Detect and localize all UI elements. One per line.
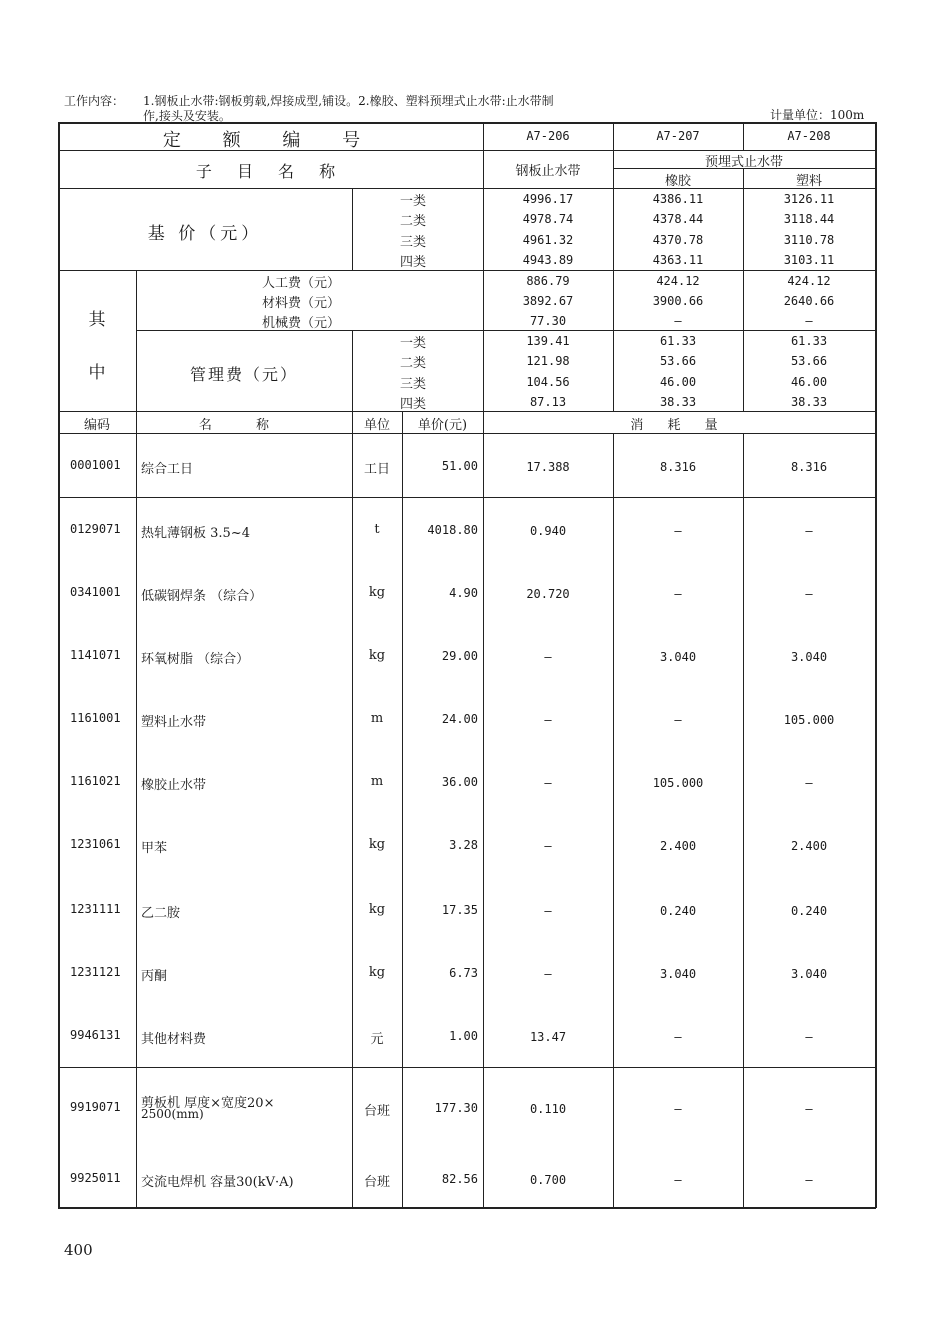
mgmt-value: 139.41: [526, 334, 570, 348]
item-unit: m: [370, 774, 384, 789]
item-consumption: –: [805, 524, 813, 538]
cost-value: 424.12: [656, 274, 700, 288]
col2-name: 橡胶: [664, 174, 691, 189]
cost-value: –: [805, 314, 813, 328]
item-consumption: 3.040: [659, 650, 697, 664]
base-price-value: 3110.78: [783, 233, 835, 247]
item-code: 1161001: [70, 711, 121, 725]
base-price-value: 4996.17: [522, 192, 574, 206]
item-price: 4.90: [449, 586, 478, 600]
base-price-value: 3126.11: [783, 192, 835, 206]
item-code: 1231121: [70, 965, 121, 979]
col1-name: 钢板止水带: [515, 164, 581, 179]
mgmt-label: 管理费（元）: [189, 365, 298, 384]
cost-value: 2640.66: [783, 294, 835, 308]
item-name: 低碳钢焊条 （综合）: [141, 589, 263, 604]
item-unit: 台班: [363, 1175, 390, 1190]
item-name: 丙酮: [141, 969, 168, 984]
col3-name: 塑料: [795, 174, 822, 189]
item-consumption: 17.388: [526, 460, 570, 474]
base-price-value: 3103.11: [783, 253, 835, 267]
cost-label: 机械费（元）: [262, 316, 341, 331]
col-header-name: 名 称: [198, 418, 290, 433]
mgmt-class: 三类: [400, 377, 427, 392]
item-consumption: 105.000: [652, 776, 704, 790]
item-price: 51.00: [441, 459, 478, 473]
item-consumption: 0.240: [659, 904, 697, 918]
item-name: 环氧树脂 （综合）: [141, 652, 250, 667]
item-consumption: –: [805, 776, 813, 790]
item-consumption: 20.720: [526, 587, 570, 601]
mgmt-value: 87.13: [529, 395, 567, 409]
item-consumption: –: [674, 587, 682, 601]
item-code: 9925011: [70, 1171, 121, 1185]
item-consumption: 2.400: [659, 839, 697, 853]
cost-value: 3892.67: [522, 294, 574, 308]
base-price-label: 基 价（元）: [147, 224, 263, 244]
item-consumption: –: [674, 1102, 682, 1116]
item-price: 24.00: [441, 712, 478, 726]
item-consumption: –: [544, 904, 552, 918]
item-price: 29.00: [441, 649, 478, 663]
item-code: 1161021: [70, 774, 121, 788]
item-consumption: 0.940: [529, 524, 567, 538]
item-price: 4018.80: [427, 523, 478, 537]
among-label-2: 中: [88, 363, 106, 383]
base-price-value: 4943.89: [522, 253, 574, 267]
item-unit: kg: [368, 585, 386, 600]
item-consumption: –: [805, 1030, 813, 1044]
col-header-unit: 单位: [363, 418, 390, 433]
item-name: 甲苯: [141, 841, 168, 856]
item-unit: t: [374, 522, 380, 537]
base-price-class: 二类: [400, 214, 427, 229]
mgmt-value: 46.00: [659, 375, 697, 389]
work-content-line-1: 1.钢板止水带:钢板剪载,焊接成型,铺设。2.橡胶、塑料预埋式止水带:止水带制: [143, 94, 554, 108]
item-consumption: –: [805, 1173, 813, 1187]
code-col-2: A7-207: [656, 129, 700, 143]
item-price: 17.35: [441, 903, 478, 917]
item-consumption: –: [805, 1102, 813, 1116]
item-code: 0341001: [70, 585, 121, 599]
item-unit: 工日: [363, 462, 390, 477]
item-consumption: –: [674, 1173, 682, 1187]
item-unit: kg: [368, 902, 386, 917]
mgmt-value: 53.66: [790, 354, 828, 368]
item-unit: kg: [368, 648, 386, 663]
mgmt-value: 38.33: [790, 395, 828, 409]
cost-value: 77.30: [529, 314, 567, 328]
base-price-value: 4961.32: [522, 233, 574, 247]
base-price-value: 4386.11: [652, 192, 704, 206]
item-name-cont: 2500(mm): [141, 1107, 204, 1121]
item-name: 交流电焊机 容量30(kV·A): [141, 1175, 294, 1190]
item-name: 其他材料费: [141, 1032, 207, 1047]
item-consumption: –: [544, 839, 552, 853]
item-name-label: 子 目 名 称: [195, 162, 346, 181]
item-consumption: 8.316: [659, 460, 697, 474]
mgmt-value: 46.00: [790, 375, 828, 389]
cost-value: –: [674, 314, 682, 328]
item-code: 1231061: [70, 837, 121, 851]
base-price-class: 三类: [400, 235, 427, 250]
col-header-price: 单价(元): [417, 418, 468, 433]
item-consumption: –: [805, 587, 813, 601]
mgmt-value: 53.66: [659, 354, 697, 368]
base-price-class: 一类: [400, 194, 427, 209]
mgmt-class: 二类: [400, 356, 427, 371]
item-unit: kg: [368, 965, 386, 980]
cost-value: 886.79: [526, 274, 570, 288]
item-unit: 台班: [363, 1104, 390, 1119]
item-code: 1231111: [70, 902, 121, 916]
item-consumption: –: [544, 650, 552, 664]
code-col-3: A7-208: [787, 129, 831, 143]
item-consumption: –: [544, 713, 552, 727]
item-unit: m: [370, 711, 384, 726]
item-consumption: 8.316: [790, 460, 828, 474]
item-name: 综合工日: [141, 462, 194, 477]
work-content-line-2: 作,接头及安装。: [143, 109, 231, 123]
base-price-value: 4370.78: [652, 233, 704, 247]
base-price-value: 4978.74: [522, 212, 574, 226]
item-consumption: 105.000: [783, 713, 835, 727]
code-col-1: A7-206: [526, 129, 570, 143]
base-price-value: 4378.44: [652, 212, 704, 226]
item-consumption: 3.040: [659, 967, 697, 981]
work-content-label: 工作内容：: [64, 94, 125, 108]
mgmt-value: 61.33: [659, 334, 697, 348]
item-consumption: –: [674, 524, 682, 538]
item-consumption: –: [674, 1030, 682, 1044]
quota-no-label: 定 额 编 号: [162, 130, 379, 151]
group-name: 预埋式止水带: [704, 155, 783, 170]
mgmt-class: 四类: [400, 397, 427, 412]
item-consumption: 0.110: [529, 1102, 567, 1116]
item-name: 塑料止水带: [141, 715, 207, 730]
item-name: 乙二胺: [141, 906, 181, 921]
item-consumption: 13.47: [529, 1030, 567, 1044]
item-consumption: 0.240: [790, 904, 828, 918]
item-consumption: 3.040: [790, 967, 828, 981]
mgmt-value: 121.98: [526, 354, 570, 368]
item-unit: kg: [368, 837, 386, 852]
base-price-value: 3118.44: [783, 212, 835, 226]
item-code: 1141071: [70, 648, 121, 662]
base-price-value: 4363.11: [652, 253, 704, 267]
item-price: 3.28: [449, 838, 478, 852]
mgmt-value: 38.33: [659, 395, 697, 409]
item-consumption: –: [544, 967, 552, 981]
item-unit: 元: [370, 1032, 384, 1047]
item-price: 36.00: [441, 775, 478, 789]
item-consumption: –: [674, 713, 682, 727]
item-consumption: 0.700: [529, 1173, 567, 1187]
cost-value: 3900.66: [652, 294, 704, 308]
col-header-code: 编码: [83, 418, 110, 433]
item-price: 6.73: [449, 966, 478, 980]
item-code: 9919071: [70, 1100, 121, 1114]
base-price-class: 四类: [400, 255, 427, 270]
page-number: 400: [64, 1241, 93, 1259]
item-consumption: 2.400: [790, 839, 828, 853]
item-consumption: 3.040: [790, 650, 828, 664]
item-name: 剪板机 厚度×宽度20×: [141, 1096, 275, 1111]
measure-unit: 计量单位：100m: [770, 108, 865, 122]
item-name: 热轧薄钢板 3.5~4: [141, 526, 250, 541]
mgmt-value: 61.33: [790, 334, 828, 348]
col-header-consumption: 消 耗 量: [630, 418, 728, 433]
item-code: 0001001: [70, 458, 121, 472]
item-price: 1.00: [449, 1029, 478, 1043]
mgmt-value: 104.56: [526, 375, 570, 389]
among-label-1: 其: [88, 310, 106, 330]
mgmt-class: 一类: [400, 336, 427, 351]
cost-label: 人工费（元）: [262, 276, 341, 291]
item-price: 177.30: [434, 1101, 478, 1115]
cost-label: 材料费（元）: [262, 296, 341, 311]
item-code: 0129071: [70, 522, 121, 536]
item-name: 橡胶止水带: [141, 778, 207, 793]
item-code: 9946131: [70, 1028, 121, 1042]
item-consumption: –: [544, 776, 552, 790]
item-price: 82.56: [441, 1172, 478, 1186]
cost-value: 424.12: [787, 274, 831, 288]
